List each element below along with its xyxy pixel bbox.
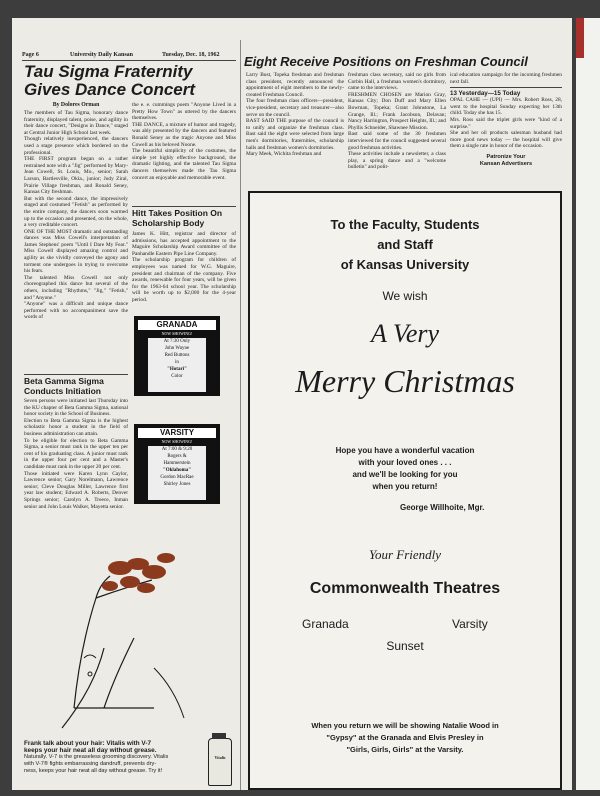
we-wish: We wish — [382, 289, 428, 303]
vitalis-line: Naturally. V-7 is the greaseless grooming discovery. Vitalis — [24, 754, 169, 760]
beta-headline: Beta Gamma Sigma Conducts Initiation — [24, 376, 104, 396]
adjacent-page-marker — [576, 18, 584, 58]
theater-name: Varsity — [452, 617, 488, 631]
vitalis-line: Frank talk about your hair: Vitalis with V-7 — [24, 740, 152, 747]
granada-time: At 7:30 Only — [163, 339, 191, 344]
granada-info — [148, 338, 206, 392]
yesterday-para: Mrs. Ross said the triplet girls were "kind of a surprise." — [450, 116, 562, 130]
hope-line: Hope you have a wonderful vacation — [335, 446, 475, 455]
tau-para: the e. e. cummings poem "Anyone Lived in a Pretty How Town" as uttered by the dancers themselves. — [132, 102, 236, 122]
beta-para: Seven persons were initiated last Thursday into the KU chapter of Beta Gamma Sigma, national honor society in the School of Business. — [24, 398, 128, 418]
bottle-cap — [212, 733, 226, 739]
christmas-ad — [248, 191, 562, 790]
ad-line: and Staff — [377, 237, 433, 252]
tau-para: But with the second dance, the impressively staged and costumed "Fetish" as performed by the entire company, the dancers soon warmed up to the occasion and presented, on the whole, a very creditable concert. — [24, 195, 128, 229]
varsity-time: At 7:00 & 9:20 — [161, 447, 193, 452]
theater-name: Granada — [302, 617, 349, 631]
bottle-label: Vitalis — [214, 755, 226, 760]
freshman-para: FRESHMEN CHOSEN are Marion Gray, Kansas City; Don Duff and Mary Ellen Bowman, Topeka; Grant Johnstone, La Grange, Ill.; Frank Jacobson, Delavan; Nancy Harrington, Prospect Heights, Ill.; and Phyllis Schneider, Shawnee Mission. — [348, 91, 446, 131]
tau-para: The members of Tau Sigma, honorary dance fraternity, displayed talent, poise, and agility in their dance concert, "Designs in Dance," staged at Central Junior High School last week. — [24, 110, 128, 136]
patronize-box — [450, 154, 562, 168]
hope-line: when you return! — [372, 482, 438, 491]
a-very: A Very — [370, 319, 440, 348]
beta-para: Election to Beta Gamma Sigma is the highest scholastic honor a student in the field of business administration can attain. — [24, 417, 128, 437]
freshman-para: The four freshman class officers—president, vice-president, secretary and treasurer—also serve on the council. — [246, 98, 344, 118]
byline: By Dolores Orman — [52, 102, 100, 108]
tau-para: "Anyone" was a difficult and unique dance performed with no accompaniment save the words of — [24, 301, 128, 321]
patronize-line: Kansan Advertisers — [479, 160, 533, 167]
hitt-para: The scholarship program for children of employees was named for W.G. Maguire, president and chairman of the company. Five awards, renewable for four years, will be given for the 1963-64 school year. The scholarship will be worth up to $2,000 for the 4-year period. — [132, 257, 236, 303]
freshman-col3 — [450, 72, 562, 168]
tau-sigma-headline: Tau Sigma Fraternity Gives Dance Concert — [24, 62, 196, 99]
granada-star: Red Buttons — [164, 353, 190, 358]
beta-para: Those initiated were Karen Lynn Caylor, Lawrence senior; Gary Norelmann, Lawrence senior; Cleve Douglas Miller, Lawrence first year law student; Edward A. Roberts, Denver Springs senior; Carolyn A. Treece, Inman senior and John Louis Walker, Mayetta senior. — [24, 470, 128, 510]
footer-line: When you return we will be showing Natalie Wood in — [311, 721, 499, 730]
vitalis-line: with V-7® fights embarrassing dandruff, prevents dry- — [24, 761, 157, 767]
vitalis-copy — [24, 740, 202, 775]
newspaper-page — [12, 18, 572, 790]
patronize-line: Patronize Your — [486, 153, 526, 160]
section-rule — [24, 374, 128, 375]
hitt-headline: Hitt Takes Position On Scholarship Body — [132, 208, 223, 228]
theater-name: Sunset — [386, 639, 424, 653]
merry-christmas: Merry Christmas — [295, 363, 515, 399]
freshman-para: These activities include a newsletter, a class play, a spring dance and a "welcome bulletin" and polit- — [348, 151, 446, 171]
tau-para: The beautiful simplicity of the costumes, the simple yet highly effective background, the dramatic lighting, and the talented Tau Sigma dancers themselves made the Tau Sigma concert an enjoyable and memorable event. — [132, 148, 236, 181]
freshman-para: freshman class secretary, said no girls from Corbin Hall, a freshman women's dormitory, came to the interviews. — [348, 72, 446, 92]
footer-line: "Girls, Girls, Girls" at the Varsity. — [346, 745, 464, 754]
tau-sigma-col1 — [24, 102, 128, 321]
varsity-cast: Gordon MacRae — [160, 475, 194, 480]
tau-para: ONE OF THE MOST dramatic and outstanding dances was Miss Cowell's interpretation of James Stephens' poem "Until I Dare My Fear." Miss Cowell displayed amazing control and agility as she vividly conveyed the agony and torment one undergoes in trying to overcome his fears. — [24, 228, 128, 275]
tau-para: The talented Miss Cowell not only choreographed this dance but several of the others, including "Rhythms," "Jig," "Fetish," and "Anyone." — [24, 274, 128, 301]
granada-name: GRANADA — [138, 320, 216, 330]
hair-tonic-bottle-icon — [208, 738, 232, 786]
hitt-body — [132, 231, 236, 304]
varsity-cast: Shirley Jones — [163, 482, 191, 487]
freshman-col1 — [246, 72, 344, 158]
tree-illustration-icon — [34, 528, 220, 738]
ad-line: of Kansas University — [340, 257, 470, 272]
column-divider — [240, 40, 241, 790]
section-rule — [132, 206, 236, 207]
freshman-para: Mary Meek, Wichita freshman and — [246, 151, 322, 158]
varsity-credit: Rogers & — [167, 454, 187, 459]
freshman-para: Bast said some of the 30 freshmen interviewed for the council suggested several good freshman activities. — [348, 131, 446, 151]
vitalis-line: ness, keeps your hair neat all day without grease. Try it! — [24, 768, 163, 774]
yesterday-para: OPAL CAHE — (UPI) — Mrs. Robert Ross, 28, went to the hospital Sunday expecting her 13th child. Today she has 15. — [450, 97, 562, 117]
tau-sigma-col2 — [132, 102, 236, 181]
granada-in: in — [175, 360, 179, 365]
beta-body — [24, 398, 128, 510]
freshman-headline: Eight Receive Positions on Freshman Council — [244, 54, 528, 69]
granada-star: John Wayne — [164, 346, 190, 351]
yesterday-para: She and her oil products salesman husband had more good news today — the hospital will give them a single rate in honor of the occasion. — [450, 130, 562, 150]
varsity-info — [148, 446, 206, 500]
varsity-film: "Oklahoma" — [162, 468, 192, 473]
signed-manager: George Willhoite, Mgr. — [400, 503, 485, 512]
beta-para: To be eligible for election to Beta Gamma Sigma, a senior must rank in the upper ten per cent of his graduating class. A junior must rank in the upper four per cent and a Master's candidate must rank in the upper 20 per cent. — [24, 437, 128, 470]
freshman-para: ical education campaign for the incoming freshmen next fall. — [450, 72, 562, 85]
paper-name: University Daily Kansan — [70, 52, 134, 58]
ad-line: To the Faculty, Students — [330, 217, 480, 232]
tau-para: Though relatively inexperienced, the dancers used a stage presence which bordered on the professional. — [24, 136, 128, 156]
section-rule — [450, 87, 562, 88]
hope-line: with your loved ones . . . — [358, 458, 452, 467]
issue-date: Tuesday, Dec. 18, 1962 — [162, 52, 220, 58]
varsity-tag: NOW SHOWING! — [161, 439, 193, 444]
page-number: Page 6 — [22, 52, 39, 58]
masthead-rule — [22, 60, 236, 61]
company-name: Commonwealth Theatres — [309, 580, 501, 597]
hitt-para: James K. Hitt, registrar and director of admissions, has accepted appointment to the Maguire Scholarship Award committee of the Panhandle Eastern Pipe Line Company. — [132, 231, 236, 257]
freshman-para: Larry Bust, Topeka freshman and freshman class president, recently announced the appointment of eight members to the newly-created Freshman Council. — [246, 72, 344, 98]
varsity-name: VARSITY — [138, 428, 216, 438]
your-friendly: Your Friendly — [368, 547, 442, 562]
granada-ad — [134, 316, 220, 396]
freshman-col2 — [348, 72, 446, 171]
yesterday-headline: 13 Yesterday—15 Today — [450, 90, 521, 98]
tau-para: THE FIRST program began on a rather restrained note with a "Jig" performed by Mary-Jean Cowell, St. Louis, Mo., senior; Sarah Larson, Bartlesville, Okla., junior; Judy Ziral, Prairie Village freshman, and Ronald Seney, Kansas City freshman. — [24, 156, 128, 196]
granada-film: "Hotari" — [167, 367, 187, 372]
footer-line: "Gypsy" at the Granada and Elvis Presley in — [326, 733, 484, 742]
hope-line: and we'll be looking for you — [352, 470, 458, 479]
vitalis-line: keeps your hair neat all day without grease. — [24, 747, 157, 754]
granada-tag: NOW SHOWING! — [161, 331, 193, 336]
granada-extra: Color — [171, 374, 183, 379]
adjacent-page-edge — [576, 18, 600, 790]
varsity-credit: Hammerstein — [163, 461, 191, 466]
freshman-para: BAST SAID THE purpose of the council is to unify and organize the freshman class. Bast said the eight were selected from large men's dormitories, fraternities, scholarship halls and freshman women's dormitories. — [246, 118, 344, 151]
tau-para: THE DANCE, a mixture of humor and tragedy, was ably presented by the dancers and featured Ronald Seney as the tragic Anyone and Miss Cowell as his beloved Noone. — [132, 121, 236, 148]
varsity-ad — [134, 424, 220, 504]
